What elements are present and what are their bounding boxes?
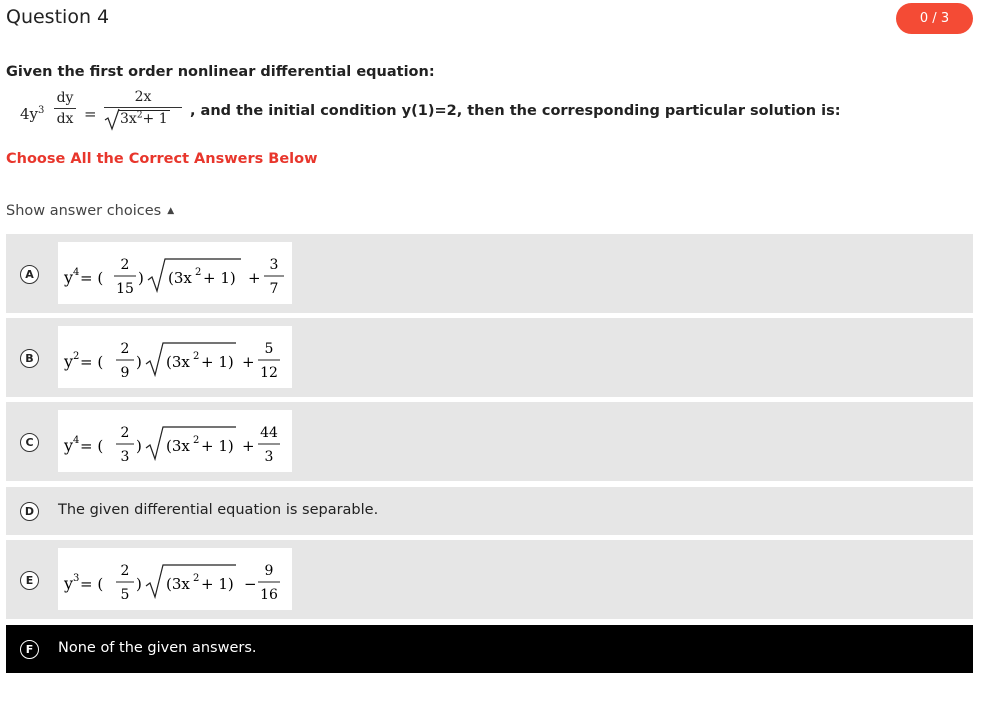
- choice-letter-f: F: [20, 640, 39, 659]
- dx-denominator: dx: [56, 111, 74, 127]
- choice-b-op: +: [242, 353, 255, 371]
- choice-e-rad-exp: 2: [193, 573, 200, 584]
- choice-c-rad-exp: 2: [193, 435, 200, 446]
- choice-a-op: +: [248, 269, 261, 287]
- choice-e-cnum: 9: [264, 563, 274, 579]
- lhs-exponent: 3: [38, 105, 45, 116]
- choice-b-cnum: 5: [264, 341, 274, 357]
- choice-d-text: The given differential equation is separable.: [58, 502, 379, 518]
- choice-b-var: y: [64, 352, 74, 371]
- choice-f-text: None of the given answers.: [58, 640, 257, 656]
- choice-a-fnum: 2: [120, 257, 130, 273]
- choice-c-exp: 4: [73, 435, 80, 446]
- choice-e-var: y: [64, 574, 74, 593]
- choice-a-rad: (3x: [168, 269, 192, 287]
- choice-letter-a: A: [20, 265, 39, 284]
- toggle-label: Show answer choices: [6, 203, 162, 219]
- answer-choice-b[interactable]: [6, 318, 973, 397]
- differential-equation: [6, 88, 966, 146]
- choice-c-var: y: [64, 436, 74, 455]
- choice-a-cnum: 3: [269, 257, 279, 273]
- choice-e-exp: 3: [73, 573, 80, 584]
- choice-c-close: ): [136, 437, 142, 455]
- choice-a-formula: [58, 242, 292, 304]
- choice-letter-c: C: [20, 433, 39, 452]
- choice-a-exp: 4: [73, 267, 80, 278]
- question-title: Question 4: [6, 6, 110, 28]
- choice-letter-b: B: [20, 349, 39, 368]
- choice-e-fden: 5: [120, 587, 130, 603]
- choice-b-rad-exp: 2: [193, 351, 200, 362]
- question-prompt: Given the first order nonlinear differential equation:: [6, 64, 435, 80]
- show-answer-choices-toggle[interactable]: [6, 203, 174, 219]
- choice-b-eq: = (: [80, 353, 104, 371]
- choice-b-exp: 2: [73, 351, 80, 362]
- rhs-den-exp: 2: [136, 110, 143, 120]
- choice-a-fden: 15: [116, 281, 134, 297]
- choice-e-op: −: [244, 575, 257, 593]
- choice-a-cden: 7: [269, 281, 279, 297]
- choice-b-formula: [58, 326, 292, 388]
- sqrt-sign-icon: [104, 107, 120, 131]
- initial-condition-text: , and the initial condition y(1)=2, then the corresponding particular solution is:: [190, 103, 841, 119]
- choice-b-rad-tail: + 1): [201, 353, 234, 371]
- answer-choice-c[interactable]: [6, 402, 973, 481]
- answer-choice-e[interactable]: [6, 540, 973, 619]
- choice-c-fden: 3: [120, 449, 130, 465]
- rhs-den-base: 3x: [120, 110, 137, 127]
- choice-e-rad-tail: + 1): [201, 575, 234, 593]
- chevron-up-icon: ▲: [167, 206, 175, 216]
- equals-sign: =: [84, 105, 97, 123]
- choice-b-fden: 9: [120, 365, 130, 381]
- score-badge: 0 / 3: [896, 3, 973, 34]
- lhs-coefficient: 4y: [20, 105, 39, 123]
- choice-a-rad-tail: + 1): [203, 269, 236, 287]
- choice-c-rad: (3x: [166, 437, 190, 455]
- choice-b-close: ): [136, 353, 142, 371]
- rhs-denominator: [104, 110, 182, 127]
- rhs-fraction: [104, 89, 182, 127]
- choice-a-var: y: [64, 268, 74, 287]
- rhs-numerator: 2x: [134, 89, 152, 105]
- answer-choice-d[interactable]: [6, 487, 973, 535]
- answer-choice-a[interactable]: [6, 234, 973, 313]
- choice-c-rad-tail: + 1): [201, 437, 234, 455]
- choice-c-fnum: 2: [120, 425, 130, 441]
- choice-letter-e: E: [20, 571, 39, 590]
- choice-b-rad: (3x: [166, 353, 190, 371]
- choice-e-formula: [58, 548, 292, 610]
- equation-lhs: [20, 105, 44, 123]
- answer-choice-f[interactable]: [6, 625, 973, 673]
- instruction-text: Choose All the Correct Answers Below: [6, 151, 318, 167]
- choice-e-fnum: 2: [120, 563, 130, 579]
- choice-c-formula: [58, 410, 292, 472]
- rhs-den-tail: + 1: [142, 110, 168, 127]
- choice-c-cnum: 44: [260, 425, 278, 441]
- choice-a-rad-exp: 2: [195, 267, 202, 278]
- choice-c-cden: 3: [264, 449, 274, 465]
- choice-c-eq: = (: [80, 437, 104, 455]
- choice-b-cden: 12: [260, 365, 278, 381]
- choice-e-close: ): [136, 575, 142, 593]
- choice-a-close: ): [138, 269, 144, 287]
- choice-e-rad: (3x: [166, 575, 190, 593]
- choice-c-op: +: [242, 437, 255, 455]
- choice-letter-d: D: [20, 502, 39, 521]
- dy-dx-fraction: [54, 90, 76, 127]
- choice-e-eq: = (: [80, 575, 104, 593]
- choice-e-cden: 16: [260, 587, 278, 603]
- choice-b-fnum: 2: [120, 341, 130, 357]
- dy-numerator: dy: [56, 90, 74, 106]
- choice-a-eq: = (: [80, 269, 104, 287]
